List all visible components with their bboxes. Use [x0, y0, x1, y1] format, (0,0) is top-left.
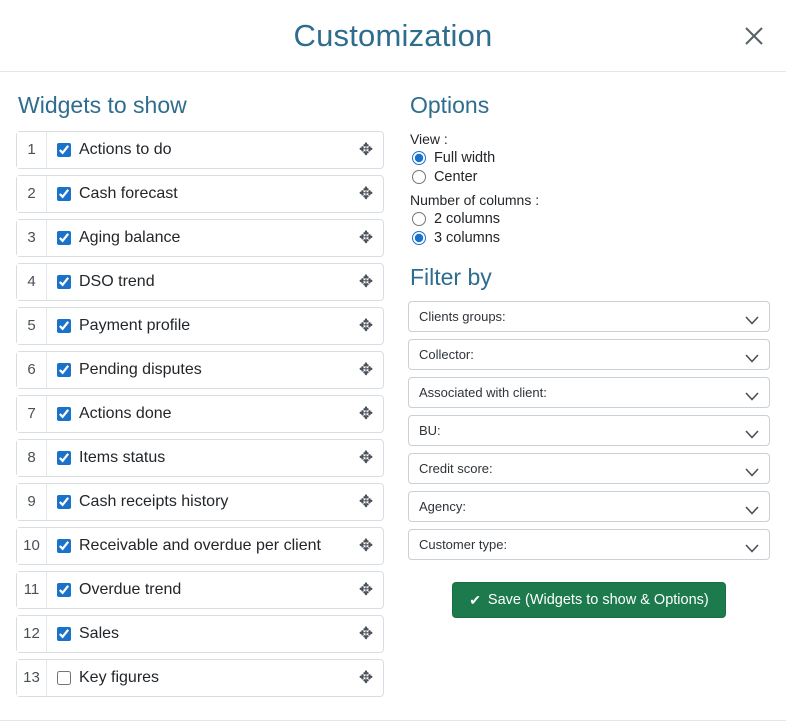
view-option-full-width[interactable] — [412, 150, 770, 166]
drag-handle-icon[interactable]: ✥ — [358, 316, 374, 335]
widget-row[interactable] — [16, 175, 384, 213]
columns-option-3[interactable] — [412, 230, 770, 246]
filter-bu[interactable] — [408, 415, 770, 446]
filter-clients-groups-value[interactable]: Clients groups: — [408, 301, 770, 332]
filter-associated-with-client-value[interactable]: Associated with client: — [408, 377, 770, 408]
widgets-panel-title: Widgets to show — [18, 92, 187, 118]
widget-label: Actions done — [79, 405, 172, 422]
widget-row[interactable] — [16, 219, 384, 257]
widget-row[interactable] — [16, 351, 384, 389]
widget-label: Aging balance — [79, 229, 181, 246]
widget-index: 2 — [17, 176, 47, 212]
widget-row[interactable] — [16, 571, 384, 609]
widget-checkbox[interactable] — [57, 539, 71, 553]
drag-handle-icon[interactable]: ✥ — [358, 184, 374, 203]
widget-index: 1 — [17, 132, 47, 168]
widget-index: 3 — [17, 220, 47, 256]
widget-label: Receivable and overdue per client — [79, 537, 321, 554]
widget-label: Sales — [79, 625, 120, 642]
page-title: Customization — [293, 18, 493, 53]
columns-radio-2-label: 2 columns — [433, 211, 501, 227]
check-icon: ✔ — [469, 592, 481, 608]
filter-clients-groups[interactable] — [408, 301, 770, 332]
save-button[interactable] — [452, 582, 726, 618]
widget-row[interactable] — [16, 659, 384, 697]
widget-row[interactable] — [16, 439, 384, 477]
columns-radio-3-label: 3 columns — [433, 230, 501, 246]
view-radio-center[interactable] — [412, 170, 426, 184]
widget-row[interactable] — [16, 131, 384, 169]
drag-handle-icon[interactable]: ✥ — [358, 624, 374, 643]
modal-body — [0, 72, 786, 703]
save-button-label: Save (Widgets to show & Options) — [487, 592, 709, 608]
view-option-center[interactable] — [412, 169, 770, 185]
widget-row[interactable] — [16, 615, 384, 653]
widget-checkbox[interactable] — [57, 275, 71, 289]
widget-checkbox[interactable] — [57, 143, 71, 157]
drag-handle-icon[interactable]: ✥ — [358, 668, 374, 687]
widget-label: Overdue trend — [79, 581, 182, 598]
widget-index: 13 — [17, 660, 47, 696]
widget-index: 6 — [17, 352, 47, 388]
widget-index: 5 — [17, 308, 47, 344]
drag-handle-icon[interactable]: ✥ — [358, 580, 374, 599]
widget-checkbox[interactable] — [57, 187, 71, 201]
widget-checkbox[interactable] — [57, 451, 71, 465]
widget-row[interactable] — [16, 307, 384, 345]
view-radio-full-width[interactable] — [412, 151, 426, 165]
options-panel — [394, 86, 770, 703]
view-label: View : — [409, 131, 448, 147]
drag-handle-icon[interactable]: ✥ — [358, 360, 374, 379]
save-button-container — [408, 582, 770, 618]
widget-index: 4 — [17, 264, 47, 300]
drag-handle-icon[interactable]: ✥ — [358, 140, 374, 159]
widget-label: DSO trend — [79, 273, 155, 290]
filter-collector-value[interactable]: Collector: — [408, 339, 770, 370]
view-radio-center-label: Center — [433, 169, 478, 185]
widget-label: Cash forecast — [79, 185, 178, 202]
filter-agency-value[interactable]: Agency: — [408, 491, 770, 522]
widget-checkbox[interactable] — [57, 627, 71, 641]
widget-index: 8 — [17, 440, 47, 476]
filter-associated-with-client[interactable] — [408, 377, 770, 408]
widget-index: 11 — [17, 572, 47, 608]
filter-credit-score[interactable] — [408, 453, 770, 484]
widget-list — [16, 131, 384, 697]
widget-checkbox[interactable] — [57, 407, 71, 421]
drag-handle-icon[interactable]: ✥ — [358, 448, 374, 467]
widget-label: Actions to do — [79, 141, 172, 158]
widget-checkbox[interactable] — [57, 231, 71, 245]
modal-header — [0, 0, 786, 72]
drag-handle-icon[interactable]: ✥ — [358, 492, 374, 511]
filter-customer-type[interactable] — [408, 529, 770, 560]
widget-row[interactable] — [16, 483, 384, 521]
widget-checkbox[interactable] — [57, 583, 71, 597]
widget-label: Payment profile — [79, 317, 191, 334]
columns-option-2[interactable] — [412, 211, 770, 227]
options-panel-title: Options — [409, 92, 490, 118]
drag-handle-icon[interactable]: ✥ — [358, 404, 374, 423]
drag-handle-icon[interactable]: ✥ — [358, 536, 374, 555]
columns-radio-2[interactable] — [412, 212, 426, 226]
widget-row[interactable] — [16, 263, 384, 301]
widget-label: Pending disputes — [79, 361, 202, 378]
columns-radio-3[interactable] — [412, 231, 426, 245]
filter-panel-title: Filter by — [409, 264, 492, 290]
widget-checkbox[interactable] — [57, 495, 71, 509]
widgets-panel — [16, 86, 384, 703]
filter-bu-value[interactable]: BU: — [408, 415, 770, 446]
widget-row[interactable] — [16, 395, 384, 433]
drag-handle-icon[interactable]: ✥ — [358, 228, 374, 247]
widget-index: 12 — [17, 616, 47, 652]
widget-label: Cash receipts history — [79, 493, 229, 510]
widget-checkbox[interactable] — [57, 671, 71, 685]
close-icon[interactable] — [740, 22, 768, 50]
widget-index: 9 — [17, 484, 47, 520]
widget-checkbox[interactable] — [57, 363, 71, 377]
view-radio-full-width-label: Full width — [433, 150, 496, 166]
filter-credit-score-value[interactable]: Credit score: — [408, 453, 770, 484]
widget-checkbox[interactable] — [57, 319, 71, 333]
widget-index: 10 — [17, 528, 47, 564]
widget-index: 7 — [17, 396, 47, 432]
widget-label: Key figures — [79, 669, 160, 686]
widget-label: Items status — [79, 449, 166, 466]
filter-customer-type-value[interactable]: Customer type: — [408, 529, 770, 560]
widget-row[interactable] — [16, 527, 384, 565]
filter-agency[interactable] — [408, 491, 770, 522]
columns-label: Number of columns : — [409, 192, 540, 208]
drag-handle-icon[interactable]: ✥ — [358, 272, 374, 291]
filter-collector[interactable] — [408, 339, 770, 370]
